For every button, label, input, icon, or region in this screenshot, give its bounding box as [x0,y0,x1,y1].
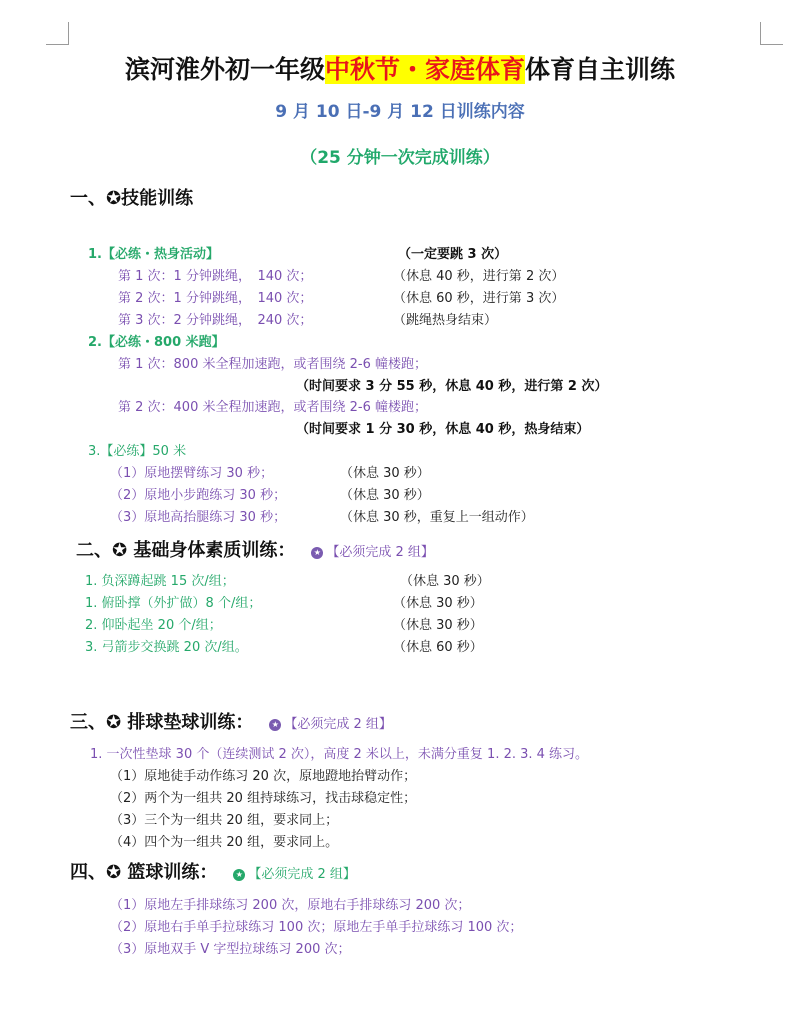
star-icon: ★ [311,547,323,559]
rest-note: （休息 40 秒，进行第 2 次） [393,269,565,284]
section4-heading: 四、✪ 篮球训练： [70,862,218,883]
section2-note: ★ 【必须完成 2 组】 [311,545,434,560]
star-icon: ★ [269,719,281,731]
section3-note: ★ 【必须完成 2 组】 [269,717,392,732]
date-subtitle: 9 月 10 日-9 月 12 日训练内容 [275,102,525,122]
list-item: 2. 仰卧起坐 20 个/组； [85,618,222,633]
rest-note: （休息 60 秒） [393,640,483,655]
page-corner-mark-right [760,22,783,45]
list-item: 第 3 次：2 分钟跳绳， 240 次； [118,313,313,328]
rest-note: （休息 30 秒） [393,618,483,633]
page-corner-mark-left [46,22,69,45]
rest-note: （休息 30 秒，重复上一组动作） [340,510,534,525]
time-requirement: （时间要求 1 分 30 秒，休息 40 秒，热身结束） [296,422,590,437]
list-item: （1）原地左手排球练习 200 次，原地右手排球练习 200 次； [110,898,471,913]
rest-note: （休息 30 秒） [393,596,483,611]
list-item: 1. 负深蹲起跳 15 次/组； [85,574,235,589]
rest-note: （休息 30 秒） [400,574,490,589]
section2-heading: 二、✪ 基础身体素质训练： [76,540,296,561]
list-item: （4）四个为一组共 20 组，要求同上。 [110,835,339,850]
rest-note: （休息 60 秒，进行第 3 次） [393,291,565,306]
rest-note: （休息 30 秒） [340,488,430,503]
title-part2: 体育自主训练 [525,55,676,84]
list-item: 3. 弓箭步交换跳 20 次/组。 [85,640,248,655]
section2-header [76,536,434,562]
title-highlight: 中秋节・家庭体育 [324,55,525,84]
list-item: （2）原地右手单手拉球练习 100 次；原地左手单手拉球练习 100 次； [110,920,523,935]
list-item: （2）原地小步跑练习 30 秒； [110,488,287,503]
section1-item2-label: 2.【必练・800 米跑】 [88,335,225,350]
duration-subtitle: （25 分钟一次完成训练） [300,148,500,168]
section1-item3-label: 3.【必练】50 米 [88,444,187,459]
list-item: （1）原地徒手动作练习 20 次，原地蹬地抬臂动作； [110,769,417,784]
section1-item1-note: （一定要跳 3 次） [398,247,508,262]
section3-heading: 三、✪ 排球垫球训练： [70,712,254,733]
section3-lead: 1. 一次性垫球 30 个（连续测试 2 次），高度 2 米以上，未满分重复 1. 2. 3. 4 练习。 [90,747,589,762]
rest-note: （跳绳热身结束） [393,313,498,328]
list-item: 第 1 次：1 分钟跳绳， 140 次； [118,269,313,284]
title-part1: 滨河淮外初一年级 [124,55,325,84]
list-item: 第 2 次：1 分钟跳绳， 140 次； [118,291,313,306]
list-item: （3）三个为一组共 20 组，要求同上； [110,813,339,828]
section1-heading: 一、✪技能训练 [70,188,194,209]
document-title [0,50,800,86]
section4-header [70,858,356,884]
section4-note: ★ 【必须完成 2 组】 [233,867,356,882]
time-requirement: （时间要求 3 分 55 秒，休息 40 秒，进行第 2 次） [296,379,608,394]
list-item: 第 1 次：800 米全程加速跑，或者围绕 2-6 幢楼跑； [118,357,427,372]
list-item: （1）原地摆臂练习 30 秒； [110,466,274,481]
list-item: （3）原地双手 V 字型拉球练习 200 次； [110,942,351,957]
list-item: （3）原地高抬腿练习 30 秒； [110,510,287,525]
list-item: 第 2 次：400 米全程加速跑，或者围绕 2-6 幢楼跑； [118,400,427,415]
section3-header [70,708,392,734]
list-item: 1. 俯卧撑（外扩做）8 个/组； [85,596,262,611]
star-icon: ★ [233,869,245,881]
section1-item1-label: 1.【必练・热身活动】 [88,247,219,262]
rest-note: （休息 30 秒） [340,466,430,481]
list-item: （2）两个为一组共 20 组持球练习，找击球稳定性； [110,791,417,806]
